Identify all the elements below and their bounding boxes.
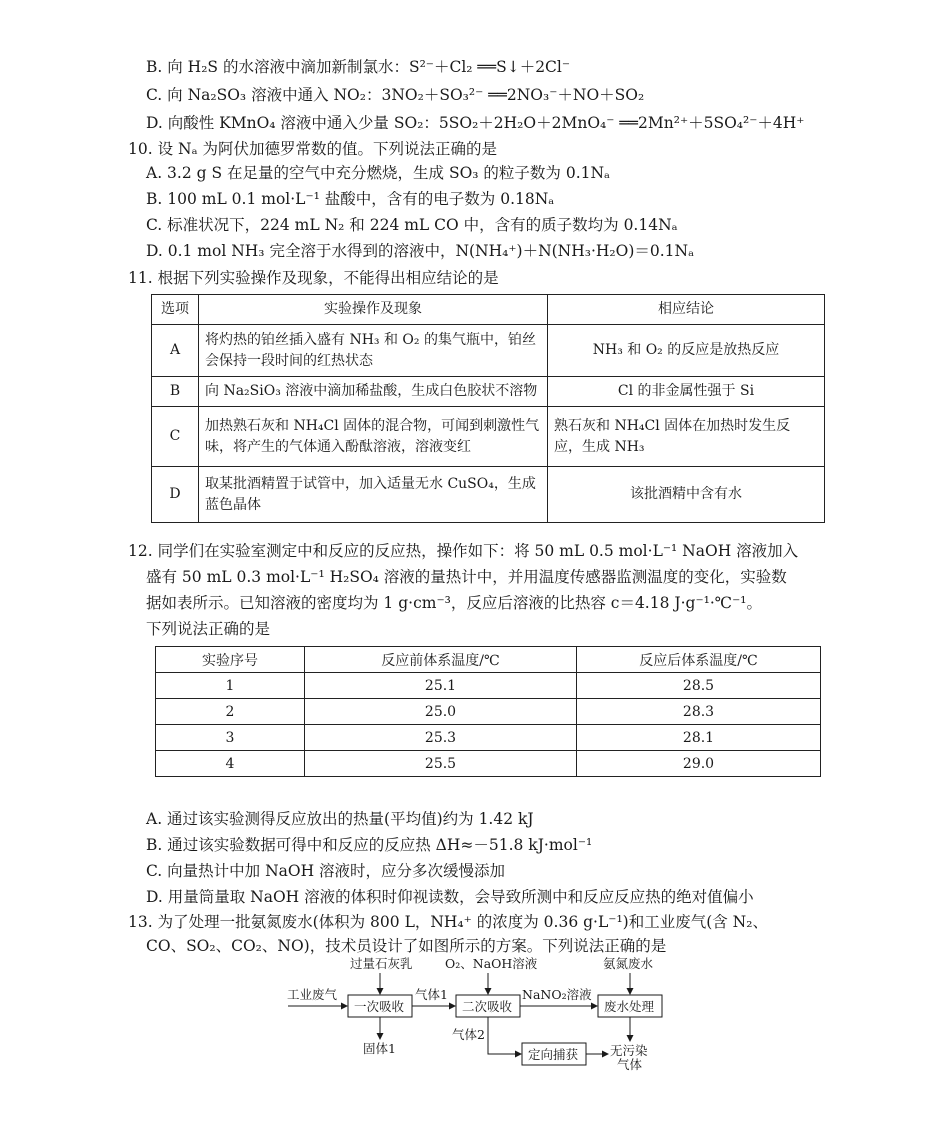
table-cell: 1 [156, 673, 305, 699]
table-cell: 2 [156, 699, 305, 725]
table-cell: 熟石灰和 NH₄Cl 固体在加热时发生反应，生成 NH₃ [548, 407, 825, 467]
table-cell: 将灼热的铂丝插入盛有 NH₃ 和 O₂ 的集气瓶中，铂丝会保持一段时间的红热状态 [199, 325, 548, 377]
table-cell: 29.0 [577, 751, 821, 777]
table-row [152, 467, 825, 523]
q9-option-d: D. 向酸性 KMnO₄ 溶液中通入少量 SO₂：5SO₂＋2H₂O＋2MnO₄⁻ ══2Mn²⁺＋5SO₄²⁻＋4H⁺ [146, 114, 805, 132]
table-header: 实验序号 [156, 647, 305, 673]
q12-option-d: D. 用量筒量取 NaOH 溶液的体积时仰视读数，会导致所测中和反应反应热的绝对值偏小 [146, 888, 754, 906]
table-cell: 28.3 [577, 699, 821, 725]
q12-stem-line2: 盛有 50 mL 0.3 mol·L⁻¹ H₂SO₄ 溶液的量热计中，并用温度传感器监测温度的变化，实验数 [146, 568, 787, 586]
reagent-o2-naoh-label: O₂、NaOH溶液 [445, 956, 538, 971]
process-flow-diagram [280, 955, 700, 1073]
table-row [152, 325, 825, 377]
table-cell: A [152, 325, 199, 377]
q10-stem: 10. 设 Nₐ 为阿伏加德罗常数的值。下列说法正确的是 [128, 140, 497, 158]
table-header-row [152, 295, 825, 325]
wastewater-treatment-label: 废水处理 [604, 999, 655, 1014]
table-cell: D [152, 467, 199, 523]
clean-gas-label-line1: 无污染 [610, 1043, 648, 1058]
q12-table [155, 646, 821, 777]
q9-option-c: C. 向 Na₂SO₃ 溶液中通入 NO₂：3NO₂＋SO₃²⁻ ══2NO₃⁻＋NO＋SO₂ [146, 86, 645, 104]
table-cell: 25.0 [305, 699, 577, 725]
table-cell: 3 [156, 725, 305, 751]
table-header: 实验操作及现象 [199, 295, 548, 325]
table-cell: Cl 的非金属性强于 Si [548, 377, 825, 407]
q10-option-d: D. 0.1 mol NH₃ 完全溶于水得到的溶液中，N(NH₄⁺)＋N(NH₃·H₂O)＝0.1Nₐ [146, 242, 695, 260]
q12-stem-line3: 据如表所示。已知溶液的密度均为 1 g·cm⁻³，反应后溶液的比热容 c＝4.18 J·g⁻¹·℃⁻¹。 [146, 594, 763, 612]
table-cell: 4 [156, 751, 305, 777]
table-cell: 该批酒精中含有水 [548, 467, 825, 523]
q11-stem: 11. 根据下列实验操作及现象，不能得出相应结论的是 [128, 269, 499, 287]
table-header: 反应前体系温度/℃ [305, 647, 577, 673]
table-row [152, 377, 825, 407]
q13-stem-line2: CO、SO₂、CO₂、NO)，技术员设计了如图所示的方案。下列说法正确的是 [146, 937, 667, 955]
q12-option-b: B. 通过该实验数据可得中和反应的反应热 ΔH≈－51.8 kJ·mol⁻¹ [146, 836, 593, 854]
solid1-label: 固体1 [363, 1041, 396, 1056]
q10-option-c: C. 标准状况下，224 mL N₂ 和 224 mL CO 中，含有的质子数均为 0.14Nₐ [146, 216, 678, 234]
q13-stem-line1: 13. 为了处理一批氨氮废水(体积为 800 L，NH₄⁺ 的浓度为 0.36 g·L⁻¹)和工业废气(含 N₂、 [128, 913, 768, 931]
clean-gas-label-line2: 气体 [617, 1057, 643, 1072]
table-header: 反应后体系温度/℃ [577, 647, 821, 673]
q12-option-a: A. 通过该实验测得反应放出的热量(平均值)约为 1.42 kJ [146, 810, 534, 828]
first-absorption-label: 一次吸收 [354, 999, 405, 1014]
table-cell: 28.5 [577, 673, 821, 699]
table-row [156, 751, 821, 777]
gas1-label: 气体1 [415, 987, 448, 1002]
q12-stem-line1: 12. 同学们在实验室测定中和反应的反应热，操作如下：将 50 mL 0.5 mol·L⁻¹ NaOH 溶液加入 [128, 542, 799, 560]
table-cell: 25.1 [305, 673, 577, 699]
table-cell: 加热熟石灰和 NH₄Cl 固体的混合物，可闻到刺激性气味，将产生的气体通入酚酞溶液，溶液变红 [199, 407, 548, 467]
q10-option-a: A. 3.2 g S 在足量的空气中充分燃烧，生成 SO₃ 的粒子数为 0.1Nₐ [146, 164, 611, 182]
table-header: 相应结论 [548, 295, 825, 325]
industrial-gas-label: 工业废气 [287, 987, 338, 1002]
table-header: 选项 [152, 295, 199, 325]
q12-option-c: C. 向量热计中加 NaOH 溶液时，应分多次缓慢添加 [146, 862, 506, 880]
table-cell: 向 Na₂SiO₃ 溶液中滴加稀盐酸，生成白色胶状不溶物 [199, 377, 548, 407]
q12-stem-line4: 下列说法正确的是 [146, 620, 271, 638]
table-cell: 25.5 [305, 751, 577, 777]
table-cell: C [152, 407, 199, 467]
table-row [152, 407, 825, 467]
q10-option-b: B. 100 mL 0.1 mol·L⁻¹ 盐酸中，含有的电子数为 0.18Nₐ [146, 190, 555, 208]
q11-table [151, 294, 825, 523]
reagent-lime-milk-label: 过量石灰乳 [350, 956, 413, 971]
ammonia-wastewater-label: 氨氮废水 [603, 956, 654, 971]
table-cell: NH₃ 和 O₂ 的反应是放热反应 [548, 325, 825, 377]
table-row [156, 725, 821, 751]
second-absorption-label: 二次吸收 [462, 999, 513, 1014]
q9-option-b: B. 向 H₂S 的水溶液中滴加新制氯水：S²⁻＋Cl₂ ══S↓＋2Cl⁻ [146, 58, 571, 76]
table-cell: 取某批酒精置于试管中，加入适量无水 CuSO₄，生成蓝色晶体 [199, 467, 548, 523]
table-cell: 25.3 [305, 725, 577, 751]
gas2-label: 气体2 [452, 1027, 485, 1042]
targeted-capture-label: 定向捕获 [528, 1047, 579, 1062]
table-row [156, 673, 821, 699]
table-header-row [156, 647, 821, 673]
table-cell: B [152, 377, 199, 407]
arrow-gas2 [488, 1017, 521, 1054]
table-row [156, 699, 821, 725]
table-cell: 28.1 [577, 725, 821, 751]
nano2-solution-label: NaNO₂溶液 [522, 987, 592, 1002]
